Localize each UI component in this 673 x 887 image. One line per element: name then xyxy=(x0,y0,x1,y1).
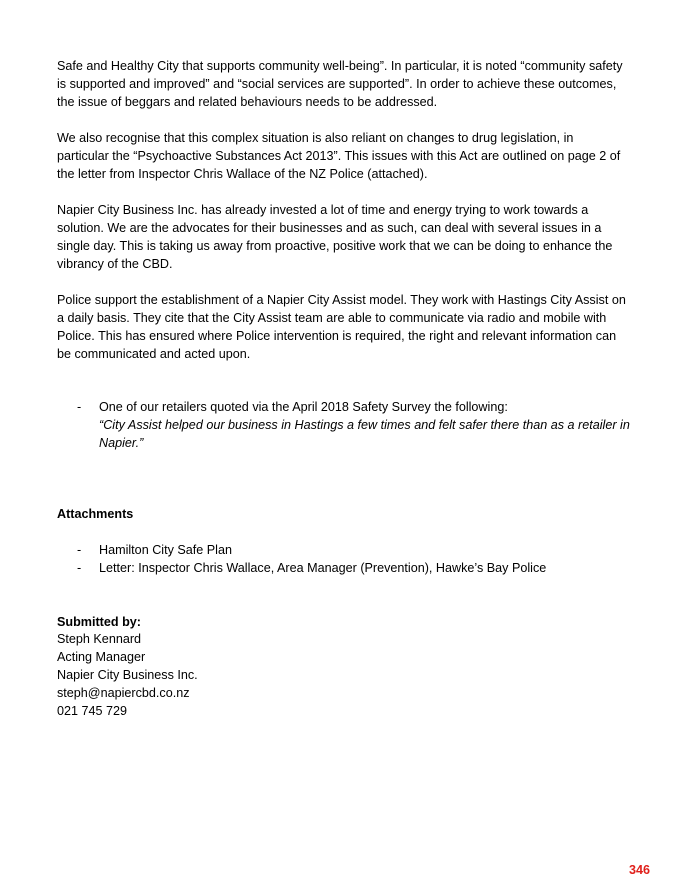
submitter-email: steph@napiercbd.co.nz xyxy=(57,686,190,700)
attachment-item-label: Hamilton City Safe Plan xyxy=(99,543,232,557)
page-number: 346 xyxy=(628,863,650,877)
retailer-intro: One of our retailers quoted via the April 2018 Safety Survey the following: xyxy=(99,400,508,414)
submitter-name: Steph Kennard xyxy=(57,632,142,646)
paragraph-police-support: Police support the establishment of a Napier City Assist model. They work with Hastings City Assist on a daily basis. They cite that the City Assist team are able to communicate via radio and mobile with Police. This has ensured where Police intervention is required, the right and relevant information can be communicated and acted upon. xyxy=(57,293,626,361)
bullet-dash: - xyxy=(77,400,82,414)
bullet-text xyxy=(99,398,639,452)
retailer-quote: “City Assist helped our business in Hastings a few times and felt safer there than as a retailer in Napier.” xyxy=(99,418,630,450)
bullet-dash: - xyxy=(77,561,82,575)
attachment-item-label: Letter: Inspector Chris Wallace, Area Manager (Prevention), Hawke’s Bay Police xyxy=(99,561,547,575)
submitter-role: Acting Manager xyxy=(57,650,146,664)
submitter-phone: 021 745 729 xyxy=(57,704,128,718)
attachments-heading: Attachments xyxy=(57,507,134,521)
bullet-dash: - xyxy=(77,543,82,557)
paragraph-safe-city: Safe and Healthy City that supports community well-being”. In particular, it is noted “community safety is supported and improved” and “social services are supported”. In order to achieve these outcomes, the issue of beggars and related behaviours needs to be addressed. xyxy=(57,59,623,109)
paragraph-drug-legislation: We also recognise that this complex situation is also reliant on changes to drug legislation, in particular the “Psychoactive Substances Act 2013”. This issues with this Act are outlined on page 2 of the letter from Inspector Chris Wallace of the NZ Police (attached). xyxy=(57,131,621,181)
submitted-by-heading: Submitted by: xyxy=(57,615,141,629)
submitter-organisation: Napier City Business Inc. xyxy=(57,668,198,682)
paragraph-napier-city-business: Napier City Business Inc. has already invested a lot of time and energy trying to work towards a solution. We are the advocates for their businesses and as such, can deal with several issues in a single day. This is taking us away from proactive, positive work that we can be doing to enhance the vibrancy of the CBD. xyxy=(57,203,613,271)
